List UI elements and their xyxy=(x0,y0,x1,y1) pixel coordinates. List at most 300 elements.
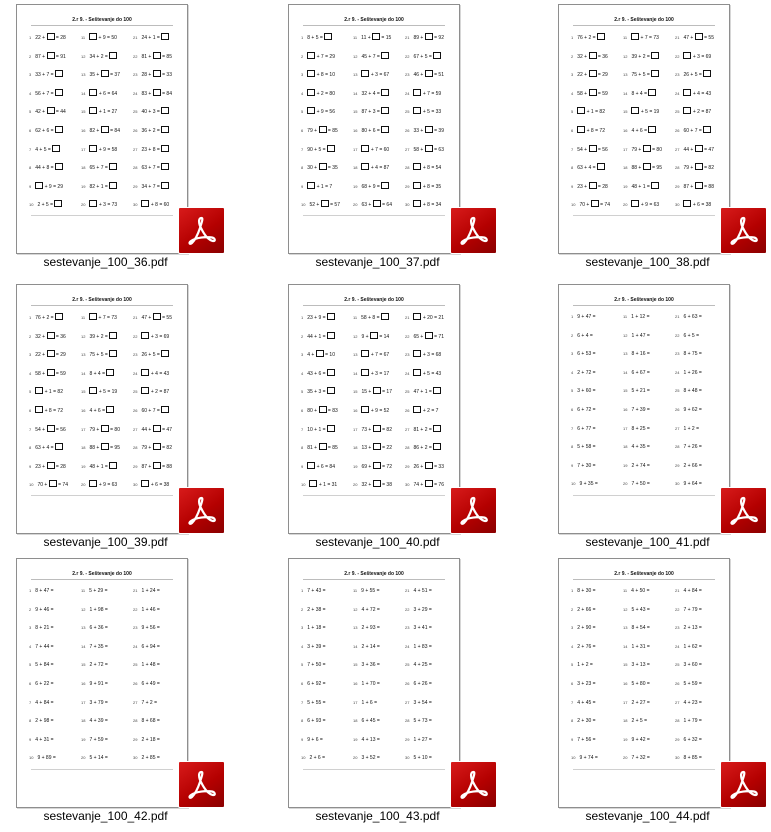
exercise xyxy=(623,182,659,191)
exercise xyxy=(133,480,169,489)
exercise-text: 8 + 4 = xyxy=(631,91,656,97)
pdf-thumbnail[interactable] xyxy=(558,4,730,254)
exercise xyxy=(353,200,392,209)
exercise xyxy=(571,643,596,651)
exercise-number: 20 xyxy=(81,482,86,488)
exercise-number: 5 xyxy=(571,662,574,668)
answer-box xyxy=(319,126,327,133)
exercise-text: + 7 = 29 xyxy=(307,54,335,60)
exercise-row xyxy=(301,163,451,182)
exercise xyxy=(301,200,340,209)
exercise-number: 25 xyxy=(675,388,680,394)
exercise-row xyxy=(571,33,721,52)
exercise xyxy=(353,313,389,322)
exercise xyxy=(29,350,66,359)
exercise-text: 75 + 5 = xyxy=(631,72,659,78)
answer-box xyxy=(381,107,389,114)
exercise-number: 29 xyxy=(675,462,680,468)
exercise xyxy=(133,332,169,341)
exercise xyxy=(29,643,54,651)
exercise xyxy=(133,70,172,79)
file-name-label[interactable]: sestevanje_100_41.pdf xyxy=(585,535,710,549)
answer-box xyxy=(589,145,597,152)
exercise-text: + 5 = 19 xyxy=(89,389,117,395)
exercise-text: 58 + = 63 xyxy=(413,146,444,153)
exercise-text: + 4 = 87 xyxy=(361,165,389,171)
exercise xyxy=(301,182,332,191)
answer-box xyxy=(55,126,63,133)
exercise-text: 54 + = 56 xyxy=(577,146,608,153)
exercise xyxy=(301,443,338,452)
file-item[interactable] xyxy=(8,280,279,549)
exercise-text: 1 + 18 = xyxy=(307,625,326,632)
exercise-number: 1 xyxy=(301,35,304,40)
exercise-number: 29 xyxy=(405,183,410,189)
exercise-number: 9 xyxy=(571,462,574,468)
exercise-number: 15 xyxy=(623,388,628,394)
exercise-text: 63 + 4 = xyxy=(577,165,605,171)
exercise-text: + 7 = 73 xyxy=(631,35,659,41)
file-name-label[interactable]: sestevanje_100_44.pdf xyxy=(585,809,710,823)
exercise-text: 3 + 41 = xyxy=(413,625,432,632)
exercise-number: 16 xyxy=(623,406,628,412)
exercise-number: 23 xyxy=(133,352,138,358)
exercise-number: 29 xyxy=(675,736,680,742)
exercise-number: 25 xyxy=(133,662,138,668)
exercise-text: 90 + 5 = xyxy=(307,147,335,153)
exercise-number: 16 xyxy=(81,680,86,686)
exercise xyxy=(29,163,63,172)
file-item[interactable] xyxy=(280,280,551,549)
exercise-text: 5 + 43 = xyxy=(631,606,650,613)
file-name-label[interactable]: sestevanje_100_38.pdf xyxy=(585,255,710,269)
exercise xyxy=(675,480,702,488)
exercise-text: 15 + = 17 xyxy=(361,389,392,396)
file-item[interactable] xyxy=(280,0,551,269)
exercise-text: + 5 = 33 xyxy=(413,109,441,115)
exercise xyxy=(623,145,662,154)
pdf-thumbnail[interactable] xyxy=(288,558,460,808)
exercise-row xyxy=(571,182,721,201)
worksheet-title: 2.r 9. - Seštevanje do 100 xyxy=(614,297,674,303)
worksheet-title: 2.r 9. - Seštevanje do 100 xyxy=(72,17,132,23)
exercise-number: 19 xyxy=(81,736,86,742)
exercise-number: 4 xyxy=(29,370,32,376)
exercise xyxy=(571,70,608,79)
exercise-text: 4 + 35 = xyxy=(631,444,650,451)
exercise-number: 20 xyxy=(81,755,86,761)
exercise-number: 1 xyxy=(571,314,574,319)
exercise-number: 2 xyxy=(301,606,304,612)
exercise xyxy=(405,145,444,154)
exercise-number: 21 xyxy=(133,35,138,40)
exercise-text: 63 + 4 = xyxy=(35,445,63,451)
exercise xyxy=(133,313,172,322)
answer-box xyxy=(153,70,161,77)
exercise-text: 7 + 50 = xyxy=(307,662,326,669)
exercise-row xyxy=(571,406,721,425)
exercise-row xyxy=(29,107,179,126)
exercise-number: 9 xyxy=(29,736,32,742)
exercise xyxy=(29,89,63,98)
exercise xyxy=(405,643,432,651)
file-name-label[interactable]: sestevanje_100_42.pdf xyxy=(43,809,168,823)
exercise xyxy=(675,754,702,762)
exercise-number: 7 xyxy=(29,146,32,152)
exercise-row xyxy=(29,699,179,718)
exercise-text: 4 + 45 = xyxy=(577,699,596,706)
exercise-text: + 8 = 35 xyxy=(413,184,441,190)
exercise xyxy=(353,462,392,471)
answer-box xyxy=(109,52,117,59)
exercise-row xyxy=(571,332,721,351)
exercise-number: 7 xyxy=(301,426,304,432)
answer-box xyxy=(703,70,711,77)
exercise xyxy=(29,126,63,135)
exercise-text: 9 + 89 = xyxy=(37,755,56,762)
exercise-text: 8 + 75 = xyxy=(683,351,702,358)
exercise xyxy=(675,126,711,135)
exercise-text: + 3 = 69 xyxy=(141,334,169,340)
exercise-text: 28 + = 33 xyxy=(141,72,172,79)
exercise-number: 2 xyxy=(29,606,32,612)
exercise xyxy=(133,443,172,452)
file-item[interactable] xyxy=(550,0,771,269)
exercise-number: 27 xyxy=(133,426,138,432)
exercise-number: 8 xyxy=(301,165,304,171)
answer-box xyxy=(47,350,55,357)
exercise xyxy=(405,387,441,396)
answer-box xyxy=(161,33,169,40)
answer-box xyxy=(47,369,55,376)
exercise xyxy=(301,624,326,632)
exercise-text: 7 + 44 = xyxy=(35,643,54,650)
answer-box xyxy=(101,425,109,432)
answer-box xyxy=(373,200,381,207)
exercise-number: 2 xyxy=(571,53,574,59)
exercise xyxy=(571,406,596,414)
exercise-number: 15 xyxy=(353,109,358,115)
exercise-text: 81 + 2 = xyxy=(413,427,441,433)
exercise-row xyxy=(301,369,451,388)
exercise-number: 10 xyxy=(29,482,34,488)
answer-box xyxy=(413,107,421,114)
acrobat-icon xyxy=(186,495,217,526)
exercise-text: + 7 = 60 xyxy=(361,147,389,153)
file-name-label[interactable]: sestevanje_100_37.pdf xyxy=(315,255,440,269)
worksheet-title: 2.r 9. - Seštevanje do 100 xyxy=(72,297,132,303)
exercise-text: + 7 = 73 xyxy=(89,315,117,321)
exercise-number: 5 xyxy=(301,662,304,668)
exercise xyxy=(29,33,66,42)
exercise xyxy=(623,163,662,172)
exercise xyxy=(133,163,169,172)
exercise-row xyxy=(29,332,179,351)
exercise-text: 6 + 4 = xyxy=(577,332,593,339)
exercise-text: 6 + 36 = xyxy=(89,625,108,632)
exercise xyxy=(353,699,377,707)
exercise-number: 28 xyxy=(405,445,410,451)
exercise-text: 8 + 5 = xyxy=(307,35,332,41)
exercise-text: + 8 = 60 xyxy=(141,202,169,208)
exercise xyxy=(675,70,711,79)
exercise-row xyxy=(29,680,179,699)
pdf-thumbnail[interactable] xyxy=(16,558,188,808)
exercise xyxy=(571,145,608,154)
pdf-file-icon xyxy=(179,208,224,253)
exercise-number: 20 xyxy=(353,202,358,208)
exercise xyxy=(133,369,169,378)
exercise xyxy=(675,350,702,358)
file-item[interactable] xyxy=(280,554,551,823)
exercise-text: 5 + 29 = xyxy=(89,588,108,594)
exercise-number: 3 xyxy=(301,72,304,78)
exercise-number: 21 xyxy=(675,314,680,319)
exercise-number: 19 xyxy=(81,463,86,469)
exercise-row xyxy=(571,680,721,699)
exercise xyxy=(405,70,444,79)
exercise-text: 47 + 1 = xyxy=(413,389,441,395)
exercise-number: 3 xyxy=(301,625,304,631)
exercise-text: + 9 = 29 xyxy=(35,184,63,190)
exercise-row xyxy=(571,624,721,643)
exercise-number: 19 xyxy=(353,736,358,742)
exercise-number: 4 xyxy=(301,370,304,376)
exercise-text: 4 + 6 = xyxy=(89,408,114,414)
exercise xyxy=(29,406,63,415)
exercise-number: 24 xyxy=(675,369,680,375)
exercise-row xyxy=(29,350,179,369)
answer-box xyxy=(321,200,329,207)
exercise-number: 24 xyxy=(405,90,410,96)
exercise-row xyxy=(571,643,721,662)
file-name-label[interactable]: sestevanje_100_43.pdf xyxy=(315,809,440,823)
exercise xyxy=(353,425,392,434)
exercise xyxy=(623,200,659,209)
acrobat-icon xyxy=(728,769,759,800)
exercise-text: 11 + = 15 xyxy=(361,35,392,41)
exercise xyxy=(675,680,702,688)
exercise-text: 63 + = 64 xyxy=(361,202,392,209)
exercise-text: 4 + 5 = xyxy=(35,147,60,153)
exercise-number: 8 xyxy=(301,445,304,451)
pdf-thumbnail[interactable] xyxy=(16,4,188,254)
exercise-number: 12 xyxy=(623,332,628,338)
exercise-number: 26 xyxy=(133,407,138,413)
answer-box xyxy=(643,163,651,170)
exercise-number: 25 xyxy=(405,109,410,115)
exercise xyxy=(301,462,335,471)
file-name-label[interactable]: sestevanje_100_36.pdf xyxy=(43,255,168,269)
exercise-text: 4 + 84 = xyxy=(35,699,54,706)
exercise-number: 24 xyxy=(133,90,138,96)
exercise-number: 20 xyxy=(353,482,358,488)
exercise-text: 63 + 7 = xyxy=(141,165,169,171)
exercise-row xyxy=(301,717,451,736)
exercise xyxy=(571,624,596,632)
answer-box xyxy=(89,200,97,207)
exercise-text: + 2 = 80 xyxy=(307,91,335,97)
answer-box xyxy=(89,313,97,320)
answer-box xyxy=(433,425,441,432)
answer-box xyxy=(55,89,63,96)
exercise-text: + 9 = 63 xyxy=(89,482,117,488)
exercise-row xyxy=(301,350,451,369)
answer-box xyxy=(425,332,433,339)
exercise-text: + 7 = 59 xyxy=(413,91,441,97)
exercise-text: 2 + 38 = xyxy=(307,606,326,613)
exercise-text: 70 + = 74 xyxy=(37,482,68,489)
exercise-text: 47 + = 55 xyxy=(683,35,714,41)
pdf-thumbnail[interactable] xyxy=(558,284,730,534)
exercise xyxy=(405,717,432,725)
exercise-number: 30 xyxy=(133,755,138,761)
exercise-number: 17 xyxy=(623,425,628,431)
answer-box xyxy=(631,107,639,114)
exercise-text: + 20 = 21 xyxy=(413,315,444,321)
answer-box xyxy=(589,52,597,59)
exercise-number: 24 xyxy=(675,643,680,649)
exercise-text: 6 + 94 = xyxy=(141,643,160,650)
worksheet-footer xyxy=(303,215,445,237)
exercise-number: 9 xyxy=(29,183,32,189)
exercise xyxy=(301,606,326,614)
exercise xyxy=(571,163,605,172)
exercise-text: + 4 = 43 xyxy=(141,371,169,377)
exercise-text: 3 + 23 = xyxy=(577,680,596,687)
exercise xyxy=(29,387,63,396)
exercise-text: 4 + 13 = xyxy=(361,736,380,743)
exercise-text: 2 + 76 = xyxy=(577,643,596,650)
exercise-row xyxy=(571,717,721,736)
exercise-text: 40 + 3 = xyxy=(141,109,169,115)
answer-box xyxy=(695,145,703,152)
exercise xyxy=(405,406,438,415)
exercise-text: 23 + = 28 xyxy=(35,463,66,470)
answer-box xyxy=(433,387,441,394)
exercise xyxy=(675,624,702,632)
exercise-row xyxy=(301,387,451,406)
exercise xyxy=(675,52,711,61)
exercise-number: 10 xyxy=(29,202,34,208)
exercise xyxy=(133,462,172,471)
answer-box xyxy=(370,332,378,339)
exercise-text: 4 + = 10 xyxy=(307,352,335,359)
exercise xyxy=(133,387,169,396)
file-item[interactable] xyxy=(550,554,771,823)
exercise xyxy=(301,350,335,359)
file-name-label[interactable]: sestevanje_100_39.pdf xyxy=(43,535,168,549)
file-item[interactable] xyxy=(8,554,279,823)
pdf-thumbnail[interactable] xyxy=(16,284,188,534)
exercise-number: 9 xyxy=(571,183,574,189)
exercise xyxy=(623,406,650,414)
exercise-text: + 1 = 82 xyxy=(577,109,605,115)
exercise xyxy=(571,107,605,116)
exercise xyxy=(571,661,593,669)
exercise-number: 8 xyxy=(29,718,32,724)
exercise-row xyxy=(301,736,451,755)
exercise xyxy=(405,126,444,135)
file-name-label[interactable]: sestevanje_100_40.pdf xyxy=(315,535,440,549)
file-item[interactable] xyxy=(550,280,771,549)
answer-box xyxy=(153,313,161,320)
exercise-row xyxy=(301,182,451,201)
exercise xyxy=(623,680,650,688)
exercise xyxy=(623,480,650,488)
answer-box xyxy=(141,369,149,376)
exercise xyxy=(81,680,108,688)
exercise-number: 15 xyxy=(353,662,358,668)
exercise xyxy=(353,387,392,396)
exercise-row xyxy=(29,145,179,164)
pdf-thumbnail[interactable] xyxy=(558,558,730,808)
answer-box xyxy=(381,52,389,59)
exercise-number: 23 xyxy=(133,625,138,631)
exercise-text: 5 + 80 = xyxy=(631,680,650,687)
exercise-text: 79 + = 85 xyxy=(307,127,338,134)
exercise-number: 9 xyxy=(571,736,574,742)
answer-box xyxy=(35,182,43,189)
exercise-text: 89 + = 92 xyxy=(413,35,444,41)
exercise-row xyxy=(29,52,179,71)
exercise-text: 54 + = 56 xyxy=(35,426,66,433)
exercise xyxy=(675,587,702,595)
title-divider xyxy=(573,305,715,306)
exercise xyxy=(81,332,117,341)
exercise-row xyxy=(571,107,721,126)
exercise-row xyxy=(301,587,451,606)
exercise-row xyxy=(29,313,179,332)
exercise xyxy=(29,480,68,489)
pdf-thumbnail[interactable] xyxy=(288,284,460,534)
exercise-number: 17 xyxy=(353,426,358,432)
exercise xyxy=(133,754,160,762)
exercise xyxy=(405,699,432,707)
exercise-number: 11 xyxy=(623,314,628,319)
pdf-thumbnail[interactable] xyxy=(288,4,460,254)
exercise xyxy=(675,163,714,172)
exercise xyxy=(81,462,117,471)
answer-box xyxy=(153,425,161,432)
exercise-text: + 3 = 73 xyxy=(89,202,117,208)
exercise-text: 5 + 14 = xyxy=(89,755,108,762)
exercise xyxy=(301,126,338,135)
exercise-number: 22 xyxy=(133,333,138,339)
exercise-text: 10 + 1 = xyxy=(307,427,335,433)
exercise-text: 2 + 90 = xyxy=(577,625,596,632)
exercise-text: 87 + = 91 xyxy=(35,53,66,60)
exercise-text: 32 + = 36 xyxy=(577,53,608,60)
exercise-number: 17 xyxy=(353,146,358,152)
exercise-number: 28 xyxy=(133,445,138,451)
worksheet-footer xyxy=(573,215,715,237)
exercise-number: 28 xyxy=(133,165,138,171)
file-item[interactable] xyxy=(8,0,279,269)
exercise-number: 20 xyxy=(623,755,628,761)
exercise xyxy=(571,699,596,707)
answer-box xyxy=(327,425,335,432)
exercise-number: 12 xyxy=(623,53,628,59)
exercise-row xyxy=(301,33,451,52)
exercise-list xyxy=(571,313,721,499)
exercise xyxy=(301,587,326,595)
exercise-text: 70 + = 74 xyxy=(579,202,610,209)
exercise-number: 22 xyxy=(675,332,680,338)
exercise xyxy=(301,736,323,744)
exercise xyxy=(81,369,114,378)
answer-box xyxy=(413,182,421,189)
